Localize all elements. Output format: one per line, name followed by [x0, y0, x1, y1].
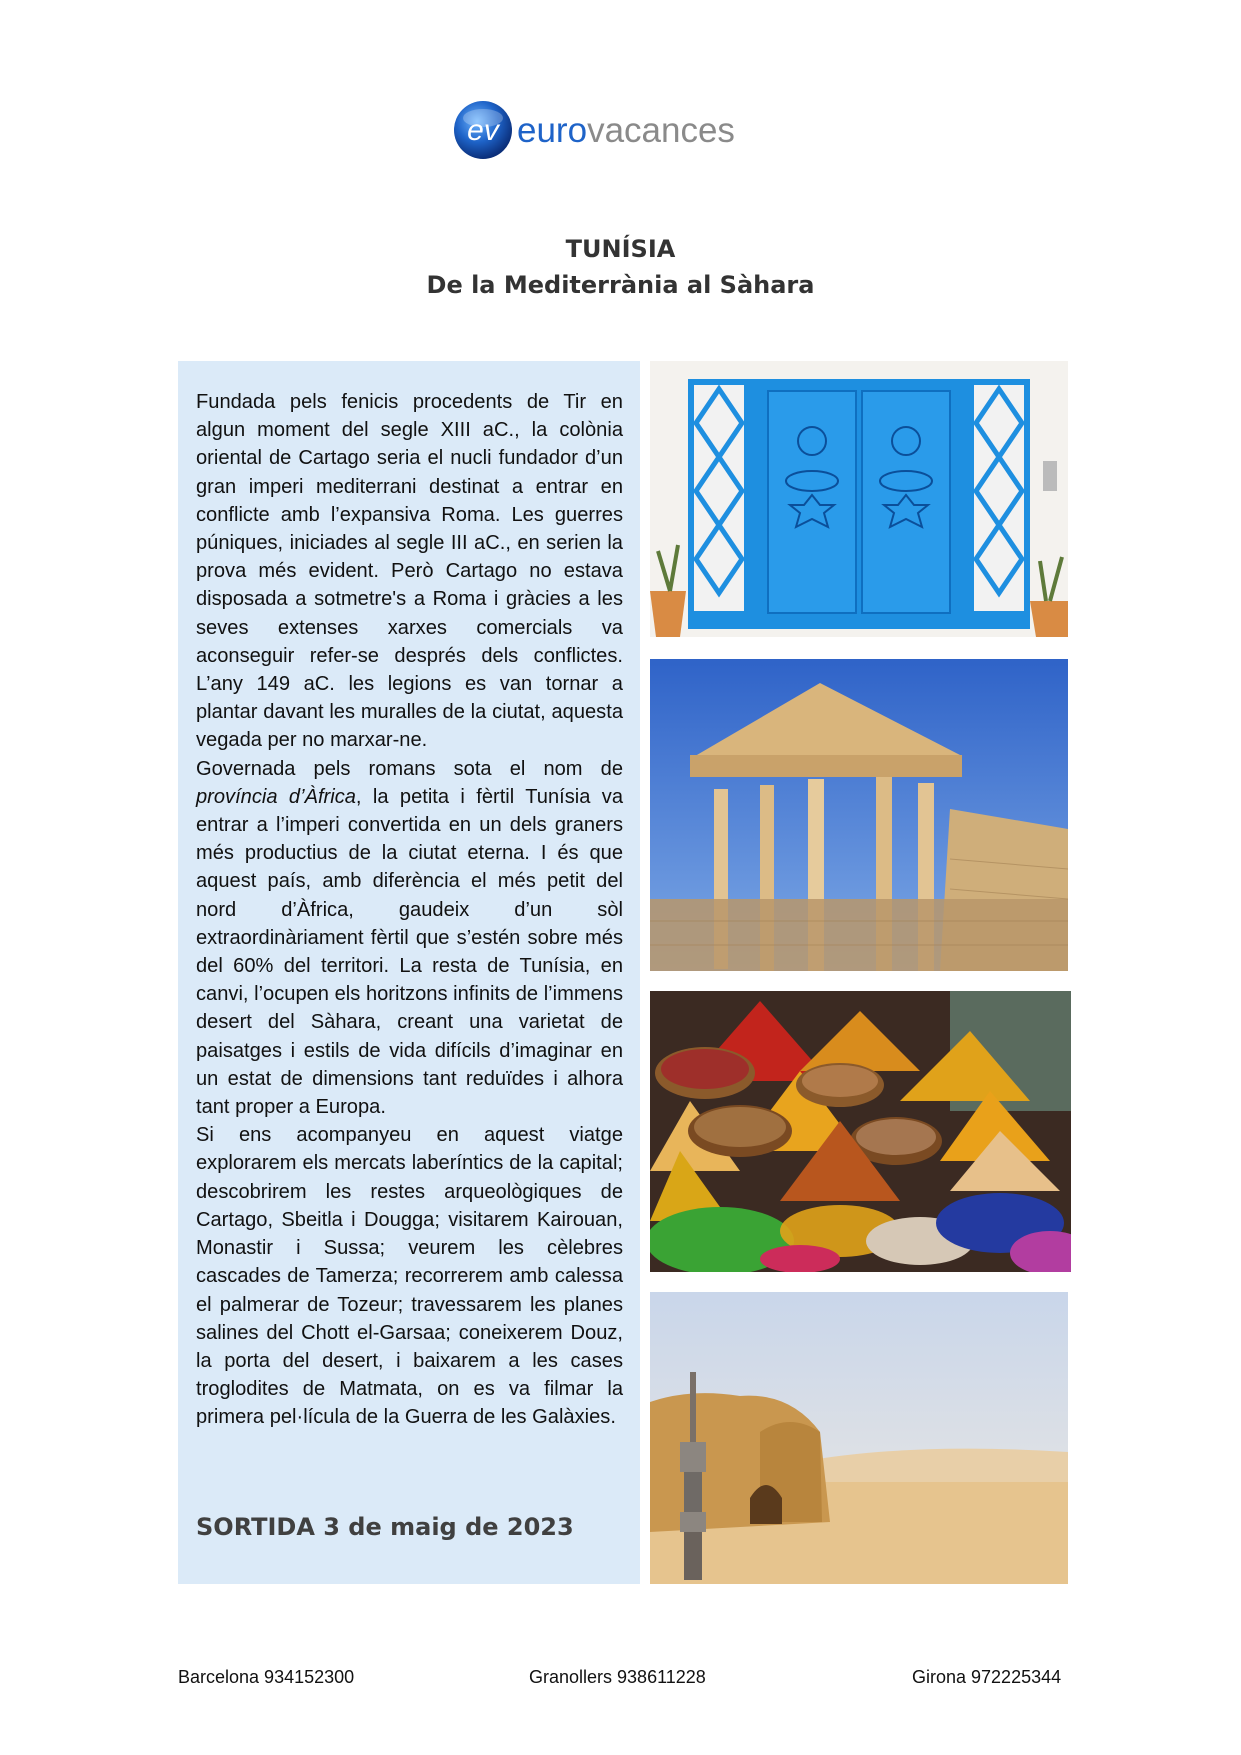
- photo-sahara-desert: [650, 1292, 1068, 1584]
- page-subtitle: De la Mediterrània al Sàhara: [426, 271, 815, 299]
- svg-text:ev: ev: [467, 114, 499, 147]
- paragraph-roman: Governada pels romans sota el nom de província d’Àfrica, la petita i fèrtil Tunísia va entrar a l’imperi convertida en un dels graners més productius de la ciutat eterna. I és que aquest país, amb diferència el més petit del nord d’Àfrica, gaudeix d’un sòl extraordinàriament fèrtil que s’estén sobre més del 60% del territori. La resta de Tunísia, en canvi, l’ocupen els horitzons infinits de l’immens desert del Sàhara, creant una varietat de paisatges i estils de vida difícils d’imaginar en un estat de dimensions tant reduïdes i alhora tant proper a Europa.: [196, 757, 623, 1119]
- footer-girona-phone: Girona 972225344: [912, 1667, 1062, 1687]
- description-box: [178, 361, 640, 1584]
- eurovacances-logo: [453, 98, 803, 162]
- departure-date: SORTIDA 3 de maig de 2023: [196, 1513, 574, 1541]
- paragraph-history: Fundada pels fenicis procedents de Tir en algun moment del segle XIII aC., la colònia oriental de Cartago seria el nucli fundador d’un gran imperi mediterrani destinat a entrar en conflicte amb l’expansiva Roma. Les guerres púniques, iniciades al segle III aC., en serien la prova més evident. Però Cartago no estava disposada a sotmetre's a Roma i gràcies a les seves extenses xarxes comercials va aconseguir refer-se després dels conflictes. L’any 149 aC. les legions es van tornar a plantar davant les muralles de la ciutat, aquesta vegada per no marxar-ne.: [196, 391, 623, 752]
- photo-roman-ruins: [650, 659, 1068, 971]
- footer-barcelona-phone: Barcelona 934152300: [178, 1667, 355, 1687]
- photo-spice-market: [650, 991, 1071, 1272]
- svg-text:eurovacances: eurovacances: [517, 111, 735, 150]
- photo-blue-door: [650, 361, 1068, 637]
- footer-granollers-phone: Granollers 938611228: [529, 1667, 706, 1687]
- page-title: TUNÍSIA: [565, 235, 676, 263]
- paragraph-itinerary: Si ens acompanyeu en aquest viatge explorarem els mercats laberíntics de la capital; descobrirem les restes arqueològiques de Cartago, Sbeitla i Dougga; visitarem Kairouan, Monastir i Sussa; veurem les cèlebres cascades de Tamerza; recorrerem amb calessa el palmerar de Tozeur; travessarem les planes salines del Chott el-Garsaa; coneixerem Douz, la porta del desert, i baixarem a les cases troglodites de Matmata, on es va filmar la primera pel·lícula de la Guerra de les Galàxies.: [196, 1124, 623, 1429]
